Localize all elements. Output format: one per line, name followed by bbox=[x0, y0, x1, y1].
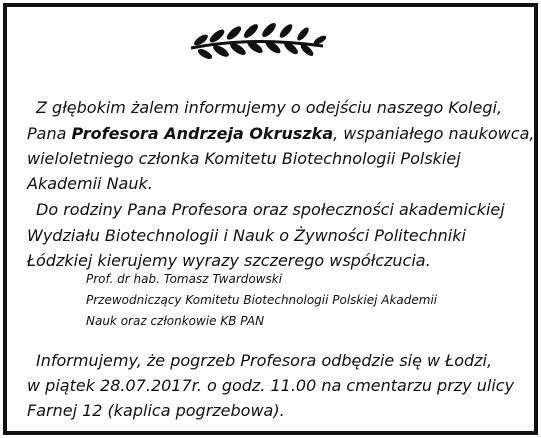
paragraph1-line2 bbox=[27, 124, 534, 144]
paragraph2-line2: Wydziału Biotechnologii i Nauk o Żywności Politechniki bbox=[27, 226, 466, 245]
paragraph3-line3: Farnej 12 (kaplica pogrzebowa). bbox=[27, 401, 285, 420]
laurel-branch-icon bbox=[183, 20, 333, 70]
paragraph1-line2-prefix: Pana bbox=[27, 124, 72, 143]
deceased-name: Profesora Andrzeja Okruszka bbox=[71, 124, 334, 143]
signature-line2: Przewodniczący Komitetu Biotechnologii Polskiej Akademii bbox=[86, 293, 438, 307]
paragraph3-line1: Informujemy, że pogrzeb Profesora odbędzie się w Łodzi, bbox=[36, 351, 493, 370]
paragraph1-line2-suffix: , wspaniałego naukowca, bbox=[333, 124, 535, 143]
paragraph2-line1: Do rodziny Pana Profesora oraz społeczności akademickiej bbox=[36, 200, 505, 219]
paragraph3-line2: w piątek 28.07.2017r. o godz. 11.00 na cmentarzu przy ulicy bbox=[27, 376, 515, 395]
signature-line3: Nauk oraz członkowie KB PAN bbox=[86, 314, 265, 328]
paragraph2-line3: Łódzkiej kierujemy wyrazy szczerego współczucia. bbox=[27, 251, 431, 270]
paragraph1-line4: Akademii Nauk. bbox=[27, 174, 153, 193]
paragraph1-line1: Z głębokim żalem informujemy o odejściu naszego Kolegi, bbox=[36, 98, 503, 117]
signature-line1: Prof. dr hab. Tomasz Twardowski bbox=[86, 272, 283, 286]
paragraph1-line3: wieloletniego członka Komitetu Biotechnologii Polskiej bbox=[27, 149, 461, 168]
